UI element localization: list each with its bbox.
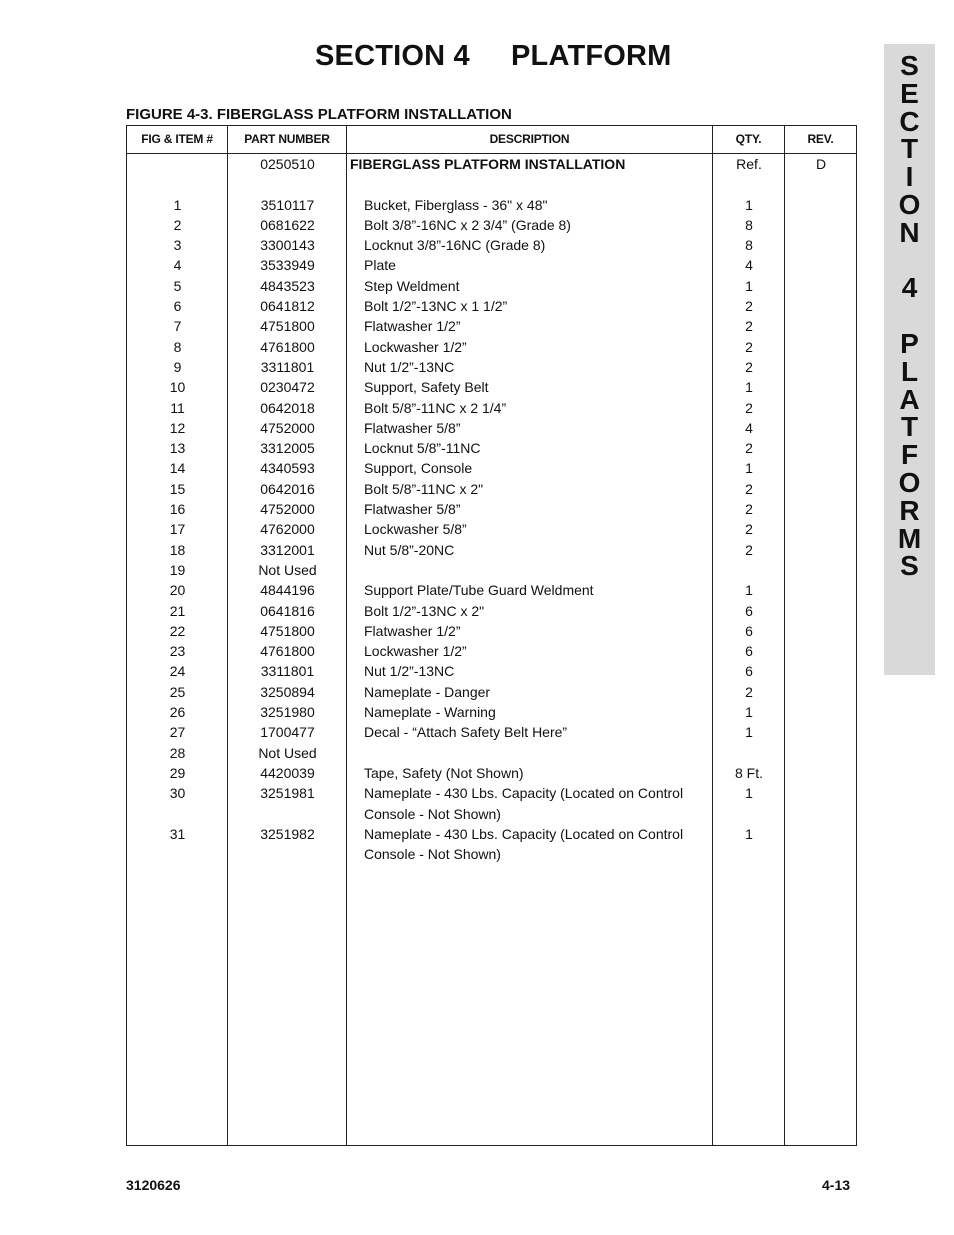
fig-item-cell: 31 (169, 825, 186, 842)
part-number-cell: 3251980 (260, 704, 315, 721)
table-row (127, 357, 856, 377)
section-label: SECTION 4 (315, 40, 470, 72)
fig-item-cell: 6 (173, 298, 182, 315)
fig-item-cell: 21 (169, 602, 186, 619)
section-tab-letter: L (900, 355, 919, 387)
qty-cell: 2 (745, 683, 753, 700)
section-tab-letter: T (900, 133, 919, 165)
header-qty: QTY. (735, 132, 762, 146)
part-number-cell: 1700477 (260, 724, 315, 741)
part-number-cell: 3510117 (260, 196, 315, 213)
fig-item-cell: 18 (169, 541, 186, 558)
fig-item-cell: 8 (173, 338, 182, 355)
description-cell: Nut 1/2”-13NC (364, 358, 455, 375)
part-number-cell: 3251981 (260, 785, 315, 802)
section-tab-letter: O (898, 466, 921, 498)
fig-item-cell: 3 (173, 237, 182, 254)
description-cell: Flatwasher 1/2” (364, 318, 461, 335)
qty-cell: 1 (745, 277, 753, 294)
section-tab (884, 44, 935, 675)
part-number-cell: 0641812 (260, 298, 315, 315)
fig-item-cell: 19 (169, 561, 186, 578)
qty-cell: 2 (745, 358, 753, 375)
fig-item-cell: 14 (169, 460, 186, 477)
qty-cell: 6 (745, 663, 753, 680)
page-number: 4-13 (822, 1177, 851, 1193)
part-number-cell: 4340593 (260, 460, 315, 477)
header-part-number: PART NUMBER (244, 132, 330, 146)
part-number-cell: 0641816 (260, 602, 315, 619)
page-header (315, 40, 735, 73)
description-cell: Tape, Safety (Not Shown) (364, 764, 524, 781)
description-cell: Nameplate - 430 Lbs. Capacity (Located on Control Console - Not Shown) (364, 785, 684, 822)
description-cell: Lockwasher 5/8” (364, 521, 467, 538)
fig-item-cell: 30 (169, 785, 186, 802)
fig-item-cell: 26 (169, 704, 186, 721)
table-row (127, 316, 856, 336)
table-row (127, 418, 856, 438)
qty-cell: 1 (745, 582, 753, 599)
fig-item-cell: 25 (169, 683, 186, 700)
part-number-cell: 0230472 (260, 379, 315, 396)
description-cell: FIBERGLASS PLATFORM INSTALLATION (350, 156, 626, 172)
table-row (127, 499, 856, 519)
fig-item-cell: 22 (169, 622, 186, 639)
table-row (127, 580, 856, 600)
description-cell: Support Plate/Tube Guard Weldment (364, 582, 594, 599)
fig-item-cell: 24 (169, 663, 186, 680)
fig-item-cell: 13 (169, 440, 186, 457)
table-row (127, 702, 856, 722)
table-row (127, 661, 856, 681)
qty-cell: 1 (745, 704, 753, 721)
part-number-cell: 3312001 (260, 541, 315, 558)
fig-item-cell: 23 (169, 643, 186, 660)
part-number-cell: 4751800 (260, 318, 315, 335)
table-row (127, 154, 856, 174)
qty-cell: 6 (745, 602, 753, 619)
description-cell: Nut 5/8”-20NC (364, 541, 455, 558)
description-cell: Flatwasher 1/2” (364, 622, 461, 639)
fig-item-cell: 16 (169, 501, 186, 518)
qty-cell: 1 (745, 724, 753, 741)
qty-cell: 1 (745, 196, 753, 213)
qty-cell: 2 (745, 318, 753, 335)
qty-cell: 4 (745, 419, 753, 436)
qty-cell: 8 (745, 216, 753, 233)
table-row (127, 621, 856, 641)
fig-item-cell: 2 (173, 216, 182, 233)
section-tab-letter: A (899, 383, 920, 415)
part-number-cell: 3312005 (260, 440, 315, 457)
qty-cell: 1 (745, 379, 753, 396)
header-fig-item: FIG & ITEM # (141, 132, 213, 146)
table-row (127, 540, 856, 560)
section-tab-letter (884, 302, 935, 330)
section-tab-letter: I (905, 161, 914, 193)
header-rev: REV. (807, 132, 834, 146)
qty-cell: 2 (745, 440, 753, 457)
description-cell: Locknut 5/8”-11NC (364, 440, 481, 457)
description-cell: Flatwasher 5/8” (364, 501, 461, 518)
table-row (127, 682, 856, 702)
table-row (127, 641, 856, 661)
part-number-cell: 4752000 (260, 501, 315, 518)
table-row (127, 276, 856, 296)
fig-item-cell: 4 (173, 257, 182, 274)
description-cell: Nameplate - Warning (364, 704, 496, 721)
table-row (127, 722, 856, 742)
description-cell: Bolt 3/8”-16NC x 2 3/4” (Grade 8) (364, 216, 571, 233)
description-cell: Nut 1/2”-13NC (364, 663, 455, 680)
table-row (127, 519, 856, 539)
fig-item-cell: 12 (169, 419, 186, 436)
section-tab-letter: M (897, 522, 922, 554)
qty-cell: 2 (745, 501, 753, 518)
part-number-cell: 3300143 (260, 237, 315, 254)
part-number-cell: Not Used (258, 561, 317, 578)
section-tab-letter: O (898, 188, 921, 220)
part-number-cell: 0681622 (260, 216, 315, 233)
table-row (127, 438, 856, 458)
qty-cell: 4 (745, 257, 753, 274)
description-cell: Support, Console (364, 460, 473, 477)
description-cell: Bolt 1/2”-13NC x 1 1/2” (364, 298, 508, 315)
description-cell: Nameplate - Danger (364, 683, 491, 700)
table-row (127, 215, 856, 235)
section-tab-letter: N (899, 216, 920, 248)
table-row (127, 195, 856, 215)
fig-item-cell: 1 (173, 196, 182, 213)
description-cell: Plate (364, 257, 396, 274)
qty-cell: 2 (745, 338, 753, 355)
table-row (127, 296, 856, 316)
table-row (127, 763, 856, 783)
qty-cell: 2 (745, 480, 753, 497)
table-body (127, 154, 856, 864)
qty-cell: Ref. (736, 156, 762, 172)
table-row (127, 235, 856, 255)
fig-item-cell: 7 (173, 318, 182, 335)
fig-item-cell: 29 (169, 764, 186, 781)
part-number-cell: 4420039 (260, 764, 315, 781)
description-cell: Bolt 5/8”-11NC x 2 1/4” (364, 399, 507, 416)
qty-cell: 6 (745, 643, 753, 660)
qty-cell: 1 (745, 785, 753, 802)
description-cell: Step Weldment (364, 277, 460, 294)
fig-item-cell: 20 (169, 582, 186, 599)
qty-cell: 8 Ft. (734, 764, 763, 781)
section-title: PLATFORM (511, 40, 672, 72)
header-description: DESCRIPTION (489, 132, 570, 146)
part-number-cell: 3533949 (260, 257, 315, 274)
description-cell: Lockwasher 1/2” (364, 643, 467, 660)
description-cell: Locknut 3/8”-16NC (Grade 8) (364, 237, 546, 254)
table-row (127, 601, 856, 621)
section-tab-letter: F (900, 439, 919, 471)
fig-item-cell: 15 (169, 480, 186, 497)
qty-cell: 2 (745, 541, 753, 558)
part-number-cell: Not Used (258, 744, 317, 761)
part-number-cell: 4762000 (260, 521, 315, 538)
table-row (127, 743, 856, 763)
part-number-cell: 3250894 (260, 683, 315, 700)
description-cell: Flatwasher 5/8” (364, 419, 461, 436)
section-tab-letter: 4 (901, 272, 918, 304)
qty-cell: 8 (745, 237, 753, 254)
qty-cell: 2 (745, 298, 753, 315)
fig-item-cell: 17 (169, 521, 186, 538)
fig-item-cell: 27 (169, 724, 186, 741)
qty-cell: 2 (745, 399, 753, 416)
part-number-cell: 4843523 (260, 277, 315, 294)
qty-cell: 2 (745, 521, 753, 538)
part-number-cell: 4844196 (260, 582, 315, 599)
section-tab-letter: C (899, 105, 920, 137)
figure-title: FIGURE 4-3. FIBERGLASS PLATFORM INSTALLATION (126, 106, 512, 123)
fig-item-cell: 11 (170, 399, 185, 416)
document-number: 3120626 (126, 1177, 181, 1193)
table-row (127, 479, 856, 499)
part-number-cell: 0250510 (260, 156, 315, 172)
fig-item-cell: 5 (173, 277, 182, 294)
parts-table (126, 125, 857, 1146)
qty-cell: 6 (745, 622, 753, 639)
section-tab-letter (884, 247, 935, 275)
table-row (127, 337, 856, 357)
section-tab-letter: R (899, 494, 920, 526)
section-tab-text (884, 52, 935, 580)
qty-cell: 1 (745, 460, 753, 477)
description-cell: Bolt 5/8”-11NC x 2" (364, 480, 484, 497)
description-cell: Bucket, Fiberglass - 36" x 48" (364, 196, 548, 213)
table-row (127, 398, 856, 418)
description-cell: Lockwasher 1/2” (364, 338, 467, 355)
description-cell: Nameplate - 430 Lbs. Capacity (Located on Control Console - Not Shown) (364, 825, 684, 863)
part-number-cell: 3311801 (260, 663, 315, 680)
table-row (127, 458, 856, 478)
description-cell: Decal - “Attach Safety Belt Here” (364, 724, 568, 741)
part-number-cell: 4751800 (260, 622, 315, 639)
table-row (127, 174, 856, 194)
part-number-cell: 3311801 (260, 358, 315, 375)
table-row (127, 560, 856, 580)
fig-item-cell: 28 (169, 744, 186, 761)
part-number-cell: 3251982 (260, 825, 315, 842)
table-row (127, 783, 856, 824)
description-cell: Support, Safety Belt (364, 379, 489, 396)
fig-item-cell: 9 (173, 358, 182, 375)
qty-cell: 1 (745, 825, 753, 842)
table-row (127, 824, 856, 865)
section-tab-letter: S (900, 550, 919, 582)
description-cell: Bolt 1/2”-13NC x 2" (364, 602, 485, 619)
part-number-cell: 4761800 (260, 338, 315, 355)
section-tab-letter: T (900, 411, 919, 443)
part-number-cell: 4752000 (260, 419, 315, 436)
section-tab-letter: E (900, 77, 919, 109)
part-number-cell: 4761800 (260, 643, 315, 660)
rev-cell: D (815, 156, 827, 172)
table-row (127, 255, 856, 275)
section-tab-letter: S (900, 50, 919, 81)
fig-item-cell: 10 (169, 379, 186, 396)
section-tab-letter: P (900, 327, 919, 359)
part-number-cell: 0642018 (260, 399, 315, 416)
table-row (127, 377, 856, 397)
part-number-cell: 0642016 (260, 480, 315, 497)
